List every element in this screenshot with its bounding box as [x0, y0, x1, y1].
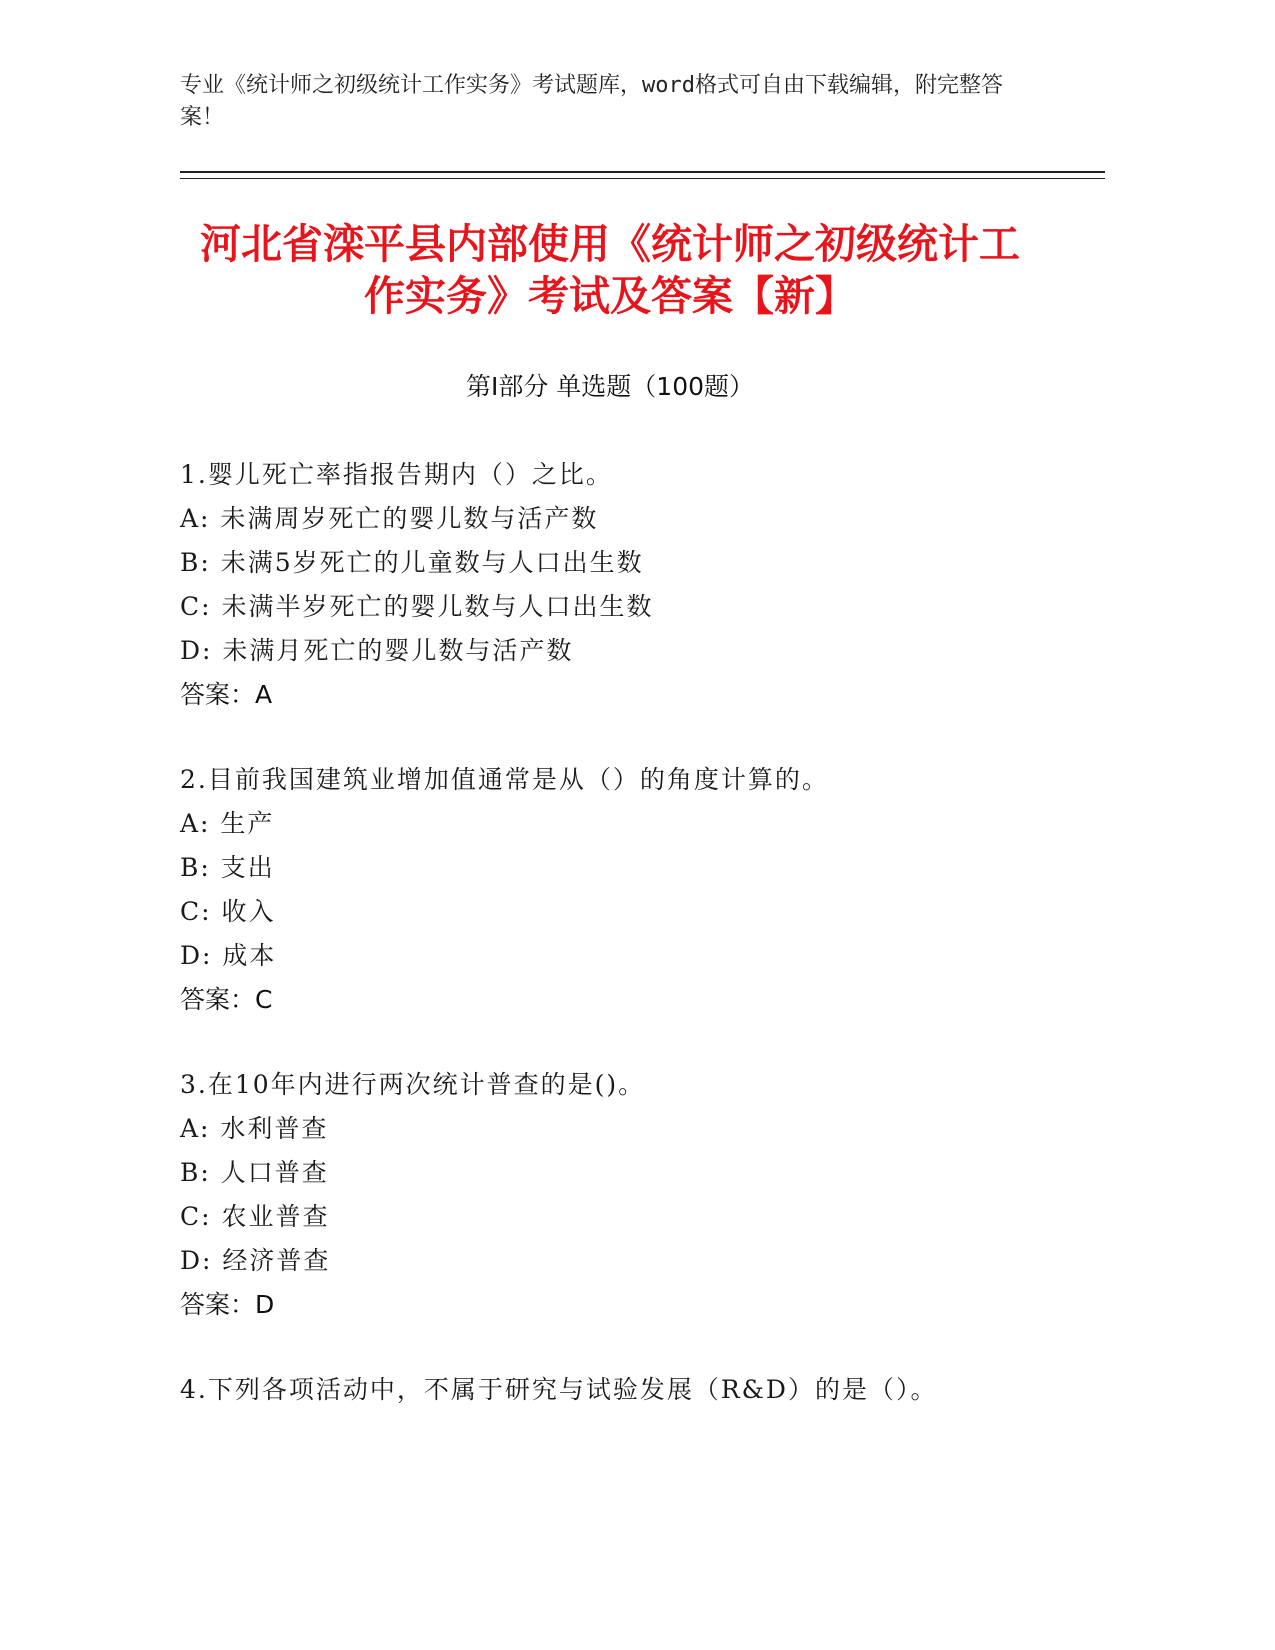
question-stem: 1.婴儿死亡率指报告期内（）之比。	[180, 460, 613, 489]
option-a: A: 生产	[180, 809, 275, 838]
option-a: A: 未满周岁死亡的婴儿数与活产数	[180, 504, 599, 533]
option-c: C: 农业普查	[180, 1202, 330, 1231]
option-a: A: 水利普查	[180, 1114, 329, 1143]
question-1	[180, 453, 1080, 717]
option-d: D: 成本	[180, 941, 277, 970]
option-b: B: 人口普查	[180, 1158, 329, 1187]
question-4	[180, 1368, 1080, 1412]
option-d: D: 未满月死亡的婴儿数与活产数	[180, 636, 574, 665]
option-b: B: 未满5岁死亡的儿童数与人口出生数	[180, 548, 644, 577]
question-3	[180, 1063, 1080, 1327]
question-stem: 4.下列各项活动中，不属于研究与试验发展（R&D）的是（）。	[180, 1375, 938, 1404]
document-title: 河北省滦平县内部使用《统计师之初级统计工作实务》考试及答案【新】	[200, 220, 1020, 320]
question-stem: 2.目前我国建筑业增加值通常是从（）的角度计算的。	[180, 765, 829, 794]
option-c: C: 未满半岁死亡的婴儿数与人口出生数	[180, 592, 654, 621]
question-stem: 3.在10年内进行两次统计普查的是()。	[180, 1070, 646, 1099]
answer-line: 答案：C	[180, 985, 273, 1014]
answer-line: 答案：D	[180, 1290, 275, 1319]
option-b: B: 支出	[180, 853, 275, 882]
header-divider-thick	[180, 171, 1105, 173]
header-note: 专业《统计师之初级统计工作实务》考试题库，word格式可自由下载编辑，附完整答案！	[180, 73, 1003, 130]
section-heading: 第Ⅰ部分 单选题（100题）	[465, 372, 755, 401]
question-2	[180, 758, 1080, 1022]
option-c: C: 收入	[180, 897, 276, 926]
answer-line: 答案：A	[180, 680, 273, 709]
header-divider-thin	[180, 178, 1105, 179]
option-d: D: 经济普查	[180, 1246, 331, 1275]
